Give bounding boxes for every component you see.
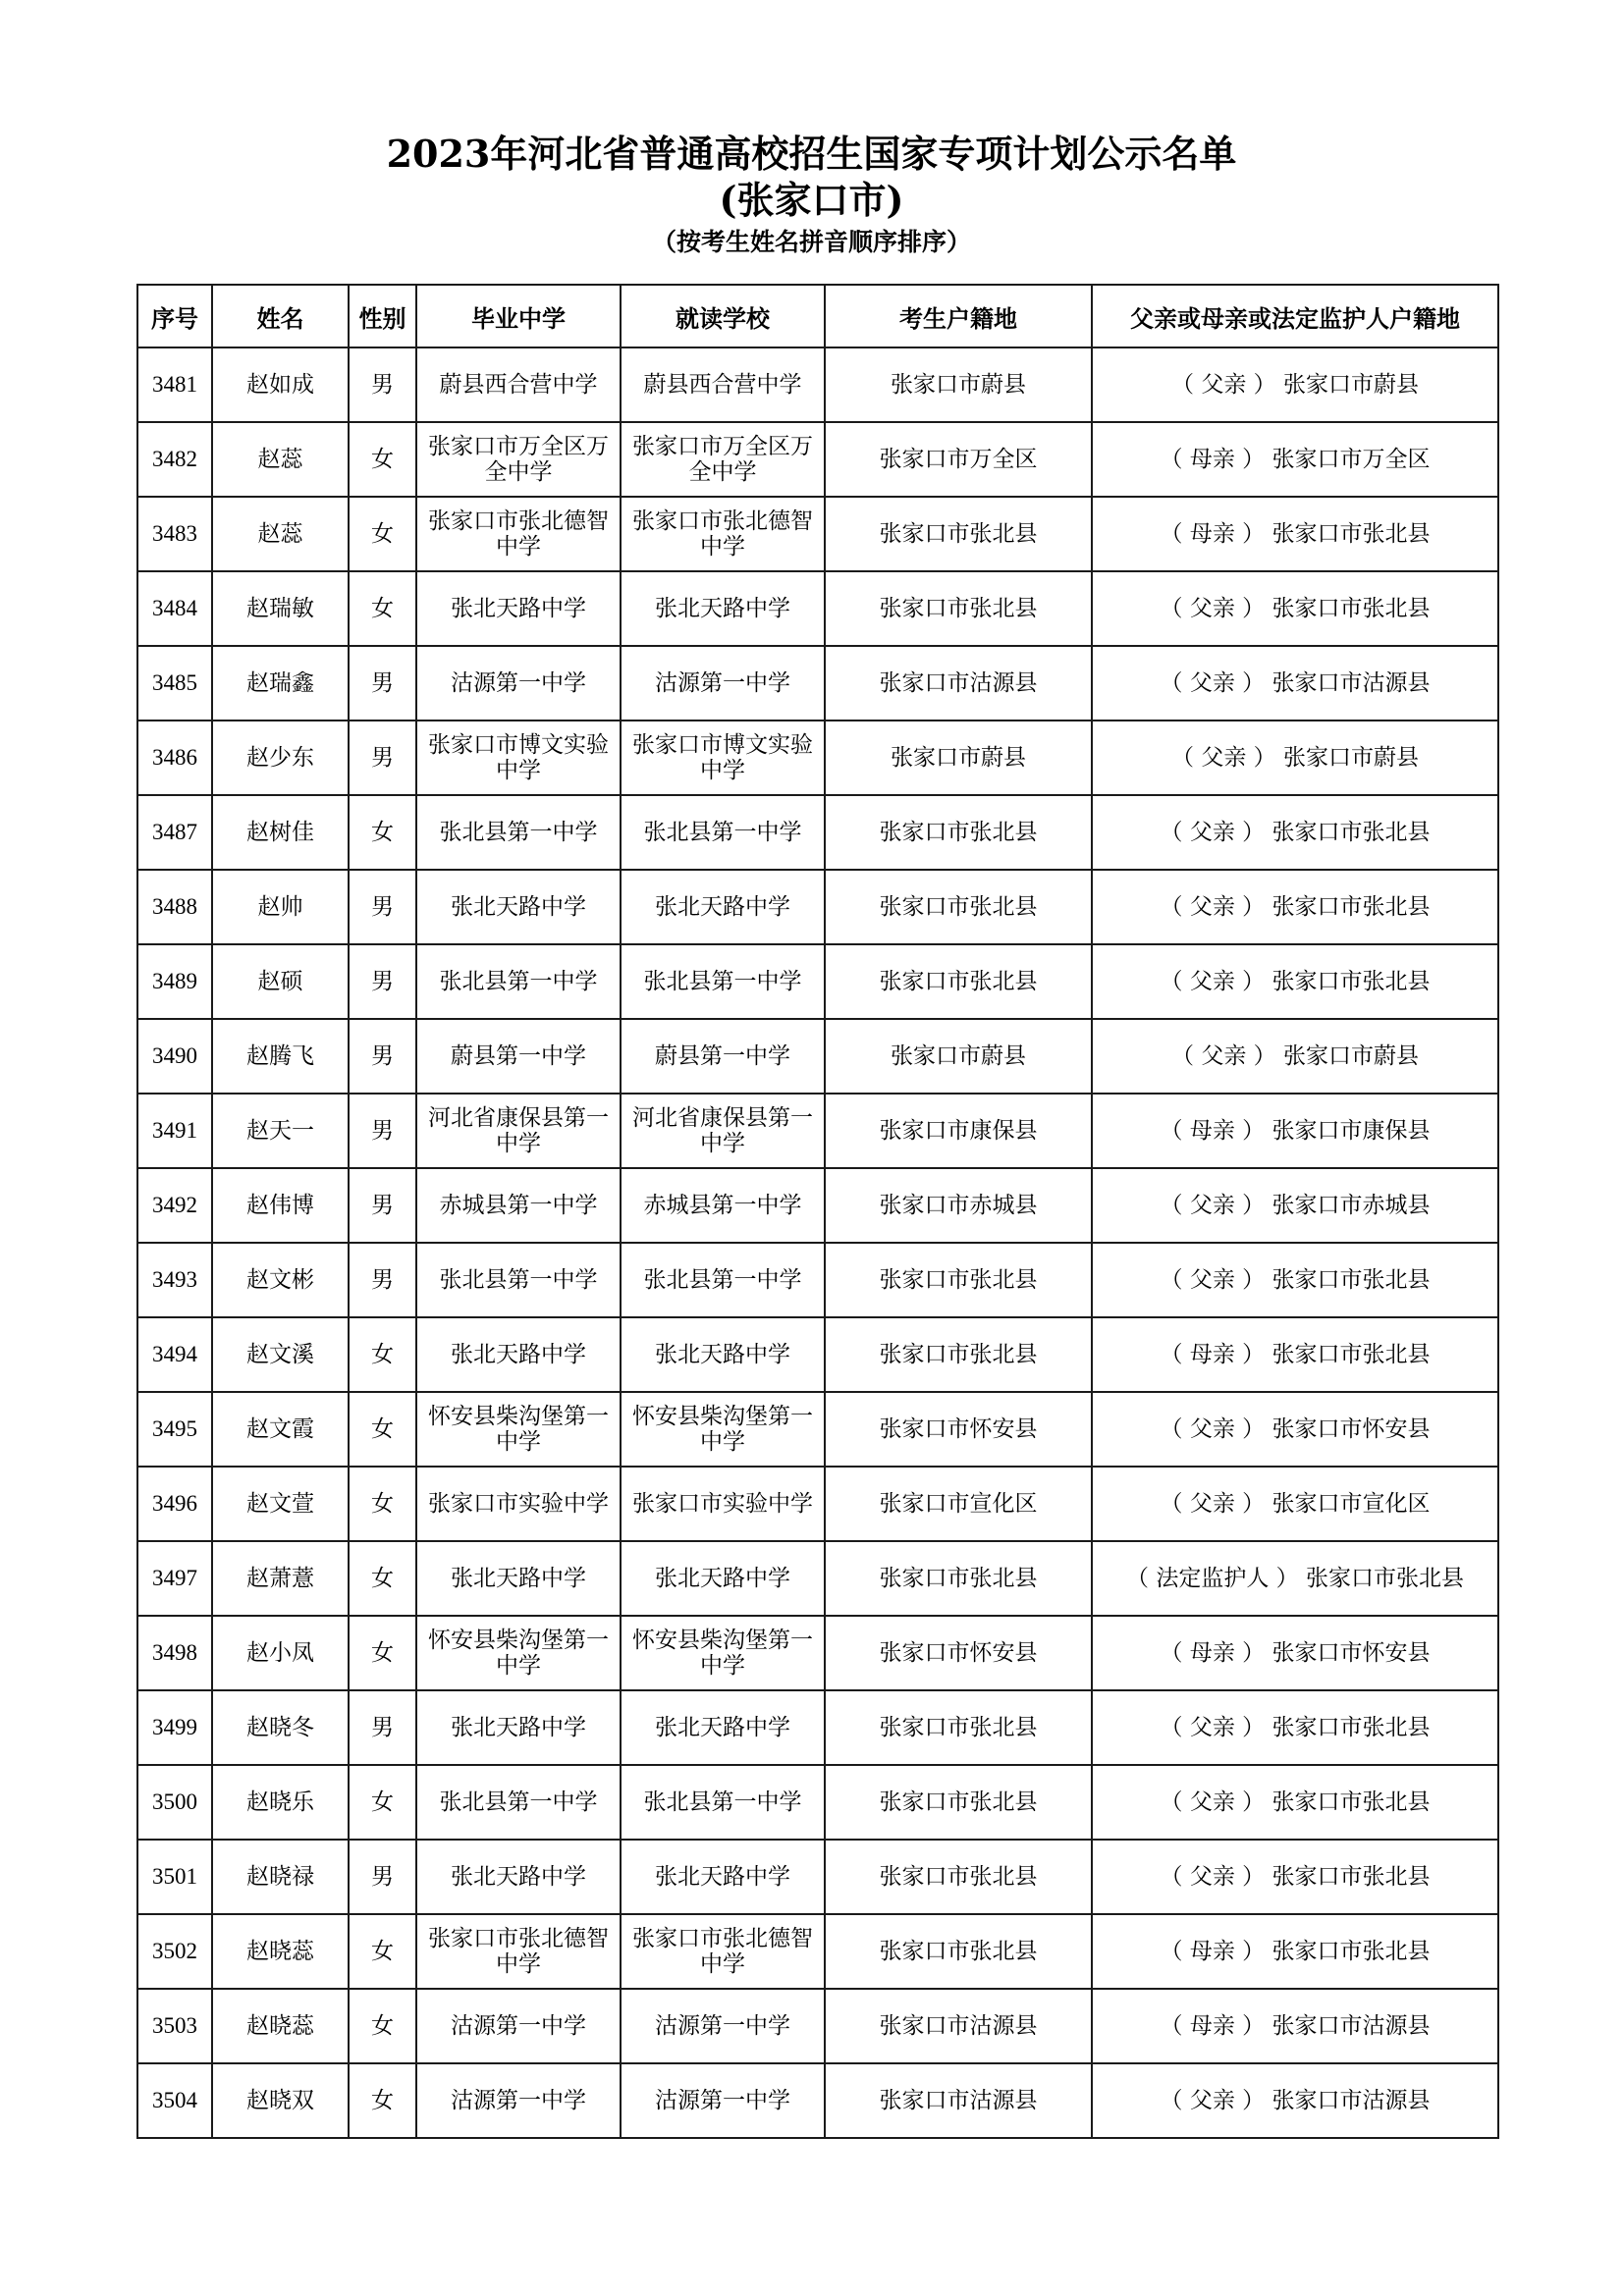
table-row [137,1690,1498,1765]
cell-gender: 女 [349,2063,416,2138]
cell-current-school: 蔚县第一中学 [621,1019,825,1094]
table-row [137,1019,1498,1094]
cell-graduation-school: 张北县第一中学 [416,795,621,870]
cell-guardian-hukou: （ 父亲 ） 张家口市蔚县 [1092,721,1498,795]
table-row [137,944,1498,1019]
cell-guardian-hukou: （ 母亲 ） 张家口市怀安县 [1092,1616,1498,1690]
table-row [137,1616,1498,1690]
cell-guardian-hukou: （ 母亲 ） 张家口市张北县 [1092,1317,1498,1392]
cell-student-hukou: 张家口市张北县 [825,1541,1092,1616]
cell-gender: 男 [349,870,416,944]
cell-name: 赵晓蕊 [212,1989,349,2063]
cell-student-hukou: 张家口市万全区 [825,422,1092,497]
cell-student-hukou: 张家口市张北县 [825,1690,1092,1765]
table-row [137,721,1498,795]
cell-gender: 女 [349,422,416,497]
cell-guardian-hukou: （ 父亲 ） 张家口市怀安县 [1092,1392,1498,1467]
table-row [137,1392,1498,1467]
cell-current-school: 张家口市博文实验中学 [621,721,825,795]
cell-name: 赵腾飞 [212,1019,349,1094]
cell-graduation-school: 张北天路中学 [416,870,621,944]
cell-student-hukou: 张家口市沽源县 [825,1989,1092,2063]
cell-number: 3496 [137,1467,212,1541]
table-row [137,1467,1498,1541]
table-row [137,1914,1498,1989]
cell-current-school: 张北县第一中学 [621,1243,825,1317]
table-row [137,347,1498,422]
cell-guardian-hukou: （ 父亲 ） 张家口市蔚县 [1092,1019,1498,1094]
column-header-name: 姓名 [212,285,349,347]
cell-number: 3485 [137,646,212,721]
cell-current-school: 怀安县柴沟堡第一中学 [621,1392,825,1467]
cell-gender: 男 [349,1243,416,1317]
cell-guardian-hukou: （ 父亲 ） 张家口市张北县 [1092,1840,1498,1914]
table-row [137,646,1498,721]
cell-gender: 男 [349,347,416,422]
cell-current-school: 张北天路中学 [621,1317,825,1392]
cell-student-hukou: 张家口市沽源县 [825,646,1092,721]
table-row [137,795,1498,870]
cell-gender: 女 [349,1467,416,1541]
cell-name: 赵瑞敏 [212,571,349,646]
table-row [137,1243,1498,1317]
cell-student-hukou: 张家口市怀安县 [825,1392,1092,1467]
cell-graduation-school: 张北天路中学 [416,571,621,646]
cell-graduation-school: 沽源第一中学 [416,2063,621,2138]
table-row [137,1094,1498,1168]
cell-name: 赵晓冬 [212,1690,349,1765]
cell-gender: 女 [349,1317,416,1392]
cell-gender: 男 [349,1168,416,1243]
cell-guardian-hukou: （ 法定监护人 ） 张家口市张北县 [1092,1541,1498,1616]
cell-graduation-school: 张家口市博文实验中学 [416,721,621,795]
cell-gender: 女 [349,497,416,571]
cell-current-school: 张家口市张北德智中学 [621,1914,825,1989]
cell-graduation-school: 张北天路中学 [416,1690,621,1765]
table-header [137,285,1498,347]
cell-guardian-hukou: （ 父亲 ） 张家口市蔚县 [1092,347,1498,422]
cell-graduation-school: 怀安县柴沟堡第一中学 [416,1392,621,1467]
cell-graduation-school: 河北省康保县第一中学 [416,1094,621,1168]
cell-name: 赵帅 [212,870,349,944]
table-row [137,1541,1498,1616]
cell-gender: 女 [349,1392,416,1467]
cell-graduation-school: 张家口市张北德智中学 [416,1914,621,1989]
cell-gender: 男 [349,1690,416,1765]
cell-name: 赵树佳 [212,795,349,870]
roster-table [136,284,1499,2139]
cell-gender: 女 [349,1914,416,1989]
table-row [137,1317,1498,1392]
cell-current-school: 张北天路中学 [621,1690,825,1765]
cell-guardian-hukou: （ 父亲 ） 张家口市沽源县 [1092,646,1498,721]
cell-current-school: 张北天路中学 [621,571,825,646]
cell-number: 3503 [137,1989,212,2063]
cell-number: 3491 [137,1094,212,1168]
cell-graduation-school: 张北县第一中学 [416,1243,621,1317]
cell-gender: 女 [349,1616,416,1690]
cell-guardian-hukou: （ 父亲 ） 张家口市张北县 [1092,1765,1498,1840]
cell-current-school: 蔚县西合营中学 [621,347,825,422]
cell-gender: 男 [349,1094,416,1168]
cell-name: 赵天一 [212,1094,349,1168]
cell-name: 赵晓蕊 [212,1914,349,1989]
cell-number: 3498 [137,1616,212,1690]
cell-graduation-school: 张北天路中学 [416,1541,621,1616]
cell-current-school: 沽源第一中学 [621,1989,825,2063]
table-row [137,1989,1498,2063]
cell-student-hukou: 张家口市赤城县 [825,1168,1092,1243]
cell-current-school: 赤城县第一中学 [621,1168,825,1243]
cell-graduation-school: 张北天路中学 [416,1317,621,1392]
cell-guardian-hukou: （ 母亲 ） 张家口市沽源县 [1092,1989,1498,2063]
cell-number: 3487 [137,795,212,870]
cell-guardian-hukou: （ 父亲 ） 张家口市张北县 [1092,944,1498,1019]
cell-name: 赵瑞鑫 [212,646,349,721]
cell-number: 3482 [137,422,212,497]
cell-student-hukou: 张家口市张北县 [825,1243,1092,1317]
table-row [137,497,1498,571]
cell-student-hukou: 张家口市张北县 [825,870,1092,944]
cell-current-school: 河北省康保县第一中学 [621,1094,825,1168]
cell-number: 3495 [137,1392,212,1467]
cell-gender: 男 [349,1019,416,1094]
cell-gender: 女 [349,1765,416,1840]
cell-number: 3501 [137,1840,212,1914]
cell-number: 3483 [137,497,212,571]
table-row [137,1765,1498,1840]
column-header-guardian-hukou: 父亲或母亲或法定监护人户籍地 [1092,285,1498,347]
cell-student-hukou: 张家口市张北县 [825,795,1092,870]
cell-student-hukou: 张家口市怀安县 [825,1616,1092,1690]
cell-number: 3490 [137,1019,212,1094]
cell-current-school: 沽源第一中学 [621,646,825,721]
cell-gender: 女 [349,571,416,646]
cell-name: 赵文萱 [212,1467,349,1541]
cell-gender: 男 [349,944,416,1019]
cell-student-hukou: 张家口市沽源县 [825,2063,1092,2138]
cell-number: 3500 [137,1765,212,1840]
cell-current-school: 张北县第一中学 [621,1765,825,1840]
cell-guardian-hukou: （ 父亲 ） 张家口市宣化区 [1092,1467,1498,1541]
cell-name: 赵晓禄 [212,1840,349,1914]
cell-name: 赵小凤 [212,1616,349,1690]
cell-number: 3499 [137,1690,212,1765]
cell-number: 3492 [137,1168,212,1243]
cell-current-school: 张家口市万全区万全中学 [621,422,825,497]
cell-name: 赵萧薏 [212,1541,349,1616]
cell-number: 3494 [137,1317,212,1392]
cell-gender: 男 [349,721,416,795]
cell-name: 赵晓双 [212,2063,349,2138]
cell-graduation-school: 张家口市万全区万全中学 [416,422,621,497]
cell-student-hukou: 张家口市张北县 [825,1317,1092,1392]
column-header-graduation-school: 毕业中学 [416,285,621,347]
sort-order-note: （按考生姓名拼音顺序排序） [651,228,971,256]
cell-gender: 男 [349,646,416,721]
cell-name: 赵蕊 [212,497,349,571]
cell-guardian-hukou: （ 母亲 ） 张家口市张北县 [1092,497,1498,571]
cell-student-hukou: 张家口市张北县 [825,571,1092,646]
cell-name: 赵硕 [212,944,349,1019]
cell-student-hukou: 张家口市康保县 [825,1094,1092,1168]
table-row [137,1840,1498,1914]
cell-name: 赵伟博 [212,1168,349,1243]
cell-number: 3486 [137,721,212,795]
cell-number: 3502 [137,1914,212,1989]
cell-number: 3504 [137,2063,212,2138]
cell-gender: 女 [349,1989,416,2063]
table-row [137,2063,1498,2138]
cell-graduation-school: 张北县第一中学 [416,1765,621,1840]
cell-name: 赵晓乐 [212,1765,349,1840]
cell-name: 赵文彬 [212,1243,349,1317]
cell-guardian-hukou: （ 母亲 ） 张家口市康保县 [1092,1094,1498,1168]
cell-name: 赵文霞 [212,1392,349,1467]
cell-graduation-school: 沽源第一中学 [416,1989,621,2063]
cell-current-school: 张北天路中学 [621,870,825,944]
cell-graduation-school: 蔚县西合营中学 [416,347,621,422]
cell-graduation-school: 怀安县柴沟堡第一中学 [416,1616,621,1690]
cell-guardian-hukou: （ 父亲 ） 张家口市张北县 [1092,1690,1498,1765]
cell-guardian-hukou: （ 父亲 ） 张家口市张北县 [1092,795,1498,870]
cell-graduation-school: 沽源第一中学 [416,646,621,721]
cell-student-hukou: 张家口市张北县 [825,1765,1092,1840]
cell-current-school: 张北县第一中学 [621,795,825,870]
cell-student-hukou: 张家口市蔚县 [825,347,1092,422]
cell-student-hukou: 张家口市张北县 [825,497,1092,571]
document-title: 2023年河北省普通高校招生国家专项计划公示名单 [386,132,1237,176]
cell-guardian-hukou: （ 母亲 ） 张家口市张北县 [1092,1914,1498,1989]
cell-gender: 女 [349,1541,416,1616]
cell-current-school: 张北天路中学 [621,1541,825,1616]
document-subtitle-city: (张家口市) [719,178,904,222]
cell-guardian-hukou: （ 父亲 ） 张家口市赤城县 [1092,1168,1498,1243]
cell-name: 赵蕊 [212,422,349,497]
table-row [137,571,1498,646]
cell-graduation-school: 张北县第一中学 [416,944,621,1019]
cell-graduation-school: 蔚县第一中学 [416,1019,621,1094]
cell-guardian-hukou: （ 母亲 ） 张家口市万全区 [1092,422,1498,497]
cell-graduation-school: 赤城县第一中学 [416,1168,621,1243]
column-header-gender: 性别 [349,285,416,347]
table-row [137,1168,1498,1243]
table-row [137,870,1498,944]
cell-current-school: 怀安县柴沟堡第一中学 [621,1616,825,1690]
cell-number: 3489 [137,944,212,1019]
cell-guardian-hukou: （ 父亲 ） 张家口市沽源县 [1092,2063,1498,2138]
cell-number: 3497 [137,1541,212,1616]
column-header-student-hukou: 考生户籍地 [825,285,1092,347]
header-row [137,285,1498,347]
cell-name: 赵如成 [212,347,349,422]
column-header-number: 序号 [137,285,212,347]
table-row [137,422,1498,497]
cell-guardian-hukou: （ 父亲 ） 张家口市张北县 [1092,571,1498,646]
cell-name: 赵文溪 [212,1317,349,1392]
cell-graduation-school: 张家口市实验中学 [416,1467,621,1541]
cell-current-school: 张家口市张北德智中学 [621,497,825,571]
cell-number: 3493 [137,1243,212,1317]
cell-name: 赵少东 [212,721,349,795]
column-header-current-school: 就读学校 [621,285,825,347]
table-body [137,347,1498,2138]
cell-student-hukou: 张家口市蔚县 [825,721,1092,795]
cell-current-school: 张北天路中学 [621,1840,825,1914]
cell-gender: 男 [349,1840,416,1914]
cell-student-hukou: 张家口市张北县 [825,1914,1092,1989]
cell-graduation-school: 张北天路中学 [416,1840,621,1914]
cell-current-school: 沽源第一中学 [621,2063,825,2138]
cell-graduation-school: 张家口市张北德智中学 [416,497,621,571]
cell-current-school: 张北县第一中学 [621,944,825,1019]
cell-student-hukou: 张家口市张北县 [825,944,1092,1019]
cell-student-hukou: 张家口市宣化区 [825,1467,1092,1541]
cell-number: 3488 [137,870,212,944]
cell-student-hukou: 张家口市蔚县 [825,1019,1092,1094]
cell-current-school: 张家口市实验中学 [621,1467,825,1541]
cell-gender: 女 [349,795,416,870]
cell-guardian-hukou: （ 父亲 ） 张家口市张北县 [1092,870,1498,944]
cell-student-hukou: 张家口市张北县 [825,1840,1092,1914]
cell-guardian-hukou: （ 父亲 ） 张家口市张北县 [1092,1243,1498,1317]
cell-number: 3484 [137,571,212,646]
cell-number: 3481 [137,347,212,422]
